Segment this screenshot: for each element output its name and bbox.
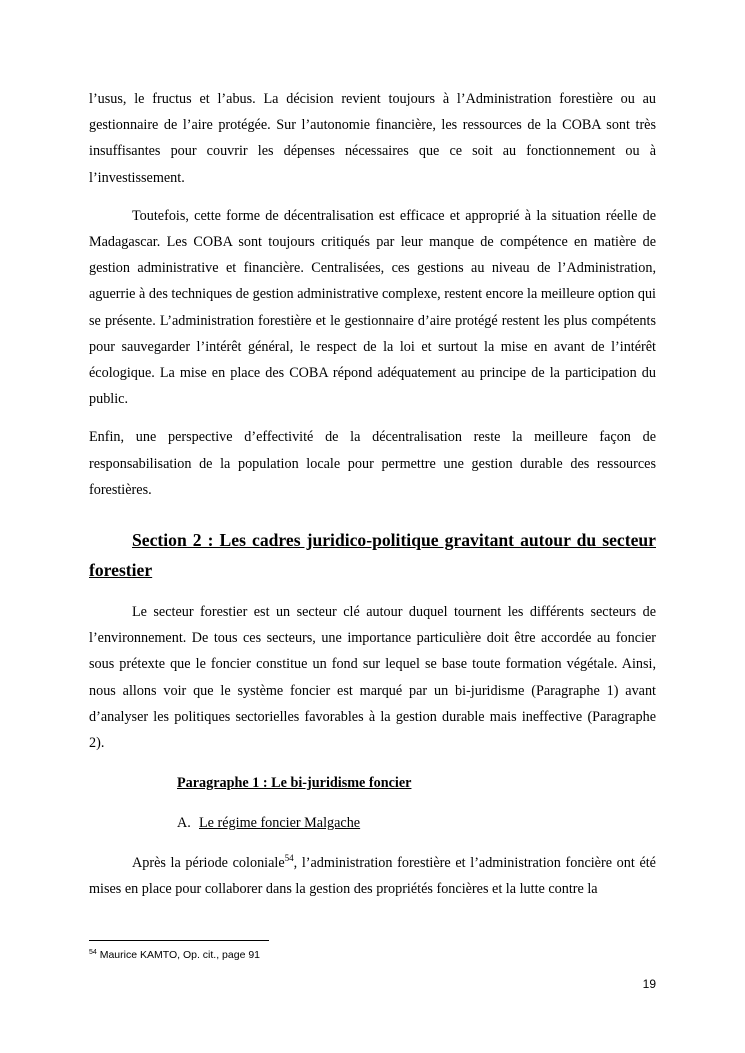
- page-body: [89, 86, 656, 903]
- footnote-reference[interactable]: 54: [284, 853, 294, 864]
- body-paragraph-2: Toutefois, cette forme de décentralisation est efficace et approprié à la situation réelle de Madagascar. Les COBA sont toujours critiqués par leur manque de compétence en matière de gestion administrative et financière. Centralisées, ces gestions au niveau de l’Administration, aguerrie à des techniques de gestion administrative complexe, restent encore la meilleure option qui se présente. L’administration forestière et le gestionnaire d’aire protégé restent les plus compétents pour sauvegarder l’intérêt général, le respect de la loi et surtout la mise en avant de l’intérêt écologique. La mise en place des COBA répond adéquatement au principe de la participation du public.: [89, 207, 656, 408]
- paragraph-heading-text: Paragraphe 1 : Le bi-juridisme foncier: [177, 775, 412, 792]
- page-number: 19: [642, 977, 656, 991]
- body-paragraph-1: l’usus, le fructus et l’abus. La décision revient toujours à l’Administration forestière ou au gestionnaire de l’aire protégée. Sur l’autonomie financière, les ressources de la COBA sont très insuffisantes pour couvrir les dépenses nécessaires que ce soit au fonctionnement ou à l’investissement.: [89, 91, 656, 186]
- footnote: [89, 948, 260, 962]
- subheading: [89, 810, 656, 836]
- paragraph-heading: [89, 770, 656, 796]
- footnote-divider: [89, 940, 269, 941]
- paragraph-5-rest: , l’administration forestière et l’administration foncière ont été mises en place pour collaborer dans la gestion des propriétés foncières et la lutte contre la: [89, 855, 656, 898]
- section-heading-text: Section 2 : Les cadres juridico-politique gravitant autour du secteur forestier: [89, 530, 656, 581]
- subheading-text: Le régime foncier Malgache: [199, 815, 361, 832]
- body-paragraph-5: [89, 850, 656, 902]
- subheading-letter: A.: [177, 815, 191, 832]
- body-paragraph-3: Enfin, une perspective d’effectivité de la décentralisation reste la meilleure façon de responsabilisation de la population locale pour permettre une gestion durable des ressources forestières.: [89, 429, 656, 498]
- paragraph-5-start: Après la période coloniale: [132, 855, 285, 872]
- body-paragraph-4: Le secteur forestier est un secteur clé autour duquel tournent les différents secteurs de l’environnement. De tous ces secteurs, une importance particulière doit être accordée au foncier sous prétexte que le foncier constitue un fond sur lequel se base toute formation végétale. Ainsi, nous allons voir que le système foncier est marqué par un bi-juridisme (Paragraphe 1) avant d’analyser les politiques sectorielles favorables à la gestion durable mais ineffective (Paragraphe 2).: [89, 604, 656, 752]
- footnote-text: Maurice KAMTO, Op. cit., page 91: [96, 949, 261, 961]
- section-heading: [89, 525, 656, 585]
- footnote-number: 54: [89, 949, 97, 956]
